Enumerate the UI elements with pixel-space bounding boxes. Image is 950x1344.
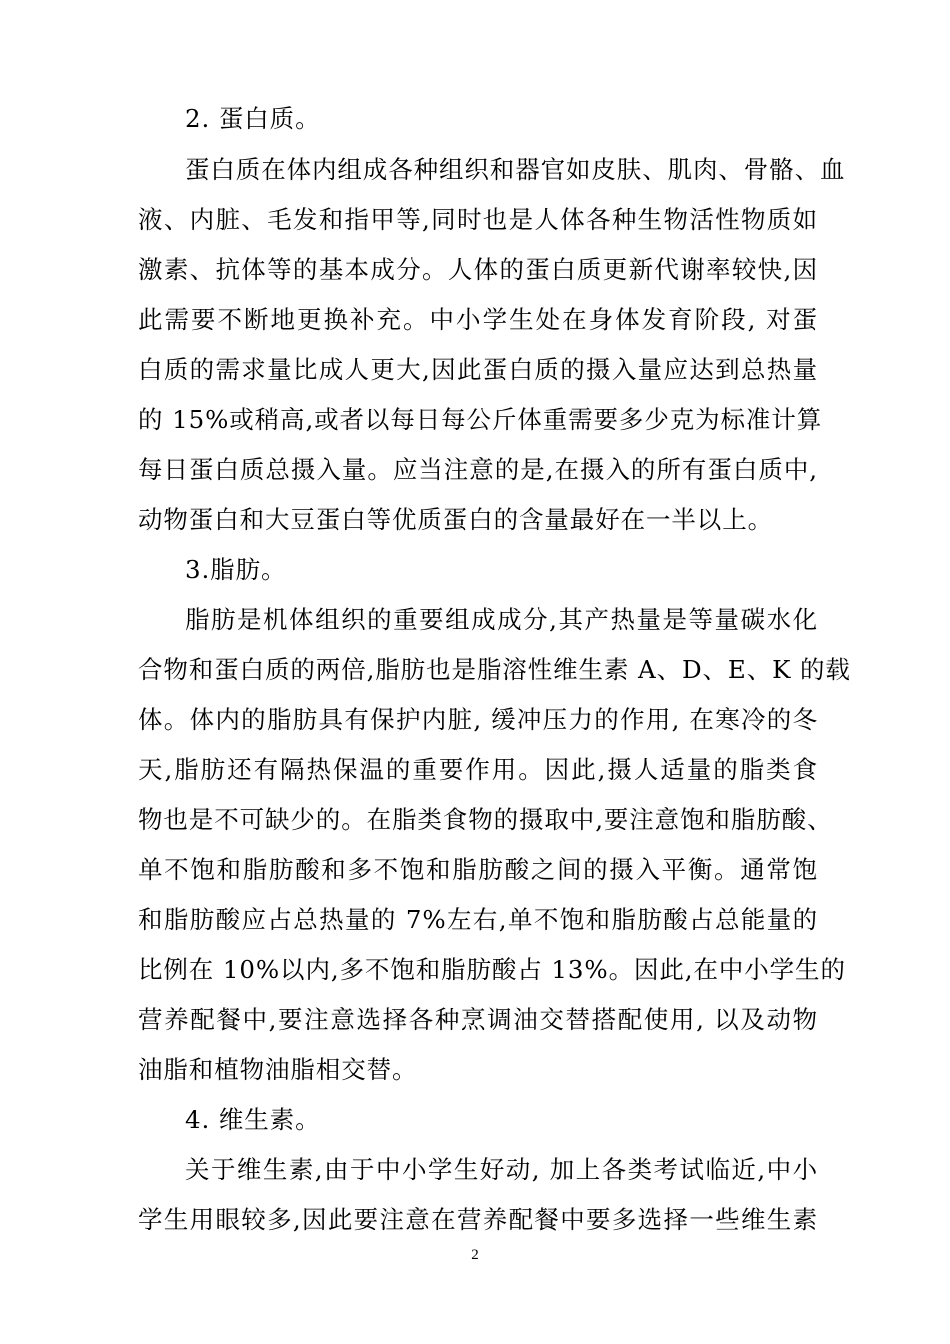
text-line: 动物蛋白和大豆蛋白等优质蛋白的含量最好在一半以上。 [138, 505, 773, 534]
text-line: 单不饱和脂肪酸和多不饱和脂肪酸之间的摄入平衡。通常饱 [138, 855, 818, 884]
text-line: 和脂肪酸应占总热量的 7%左右,单不饱和脂肪酸占总能量的 [138, 905, 818, 934]
heading-vitamin: 4. 维生素。 [185, 1105, 321, 1134]
text-line: 液、内脏、毛发和指甲等,同时也是人体各种生物活性物质如 [138, 205, 818, 234]
text-line: 比例在 10%以内,多不饱和脂肪酸占 13%。因此,在中小学生的 [138, 955, 846, 984]
text-line: 营养配餐中,要注意选择各种烹调油交替搭配使用, 以及动物 [138, 1005, 818, 1034]
text-line: 蛋白质在体内组成各种组织和器官如皮肤、肌肉、骨骼、血 [185, 155, 846, 184]
heading-fat: 3.脂肪。 [185, 555, 287, 584]
text-line: 合物和蛋白质的两倍,脂肪也是脂溶性维生素 A、D、E、K 的载 [138, 655, 851, 684]
text-line: 学生用眼较多,因此要注意在营养配餐中要多选择一些维生素 [138, 1205, 818, 1234]
text-line: 此需要不断地更换补充。中小学生处在身体发育阶段, 对蛋 [138, 305, 818, 334]
text-line: 脂肪是机体组织的重要组成成分,其产热量是等量碳水化 [185, 605, 818, 634]
text-line: 物也是不可缺少的。在脂类食物的摄取中,要注意饱和脂肪酸、 [138, 805, 833, 834]
text-line: 激素、抗体等的基本成分。人体的蛋白质更新代谢率较快,因 [138, 255, 818, 284]
text-line: 的 15%或稍高,或者以每日每公斤体重需要多少克为标准计算 [138, 405, 823, 434]
text-line: 白质的需求量比成人更大,因此蛋白质的摄入量应达到总热量 [138, 355, 818, 384]
text-line: 关于维生素,由于中小学生好动, 加上各类考试临近,中小 [185, 1155, 818, 1184]
page-number: 2 [471, 1247, 479, 1263]
text-line: 每日蛋白质总摄入量。应当注意的是,在摄入的所有蛋白质中, [138, 455, 818, 484]
text-line: 体。体内的脂肪具有保护内脏, 缓冲压力的作用, 在寒冷的冬 [138, 705, 818, 734]
heading-protein: 2. 蛋白质。 [185, 104, 321, 133]
text-line: 天,脂肪还有隔热保温的重要作用。因此,摄人适量的脂类食 [138, 755, 818, 784]
text-line: 油脂和植物油脂相交替。 [138, 1055, 418, 1084]
